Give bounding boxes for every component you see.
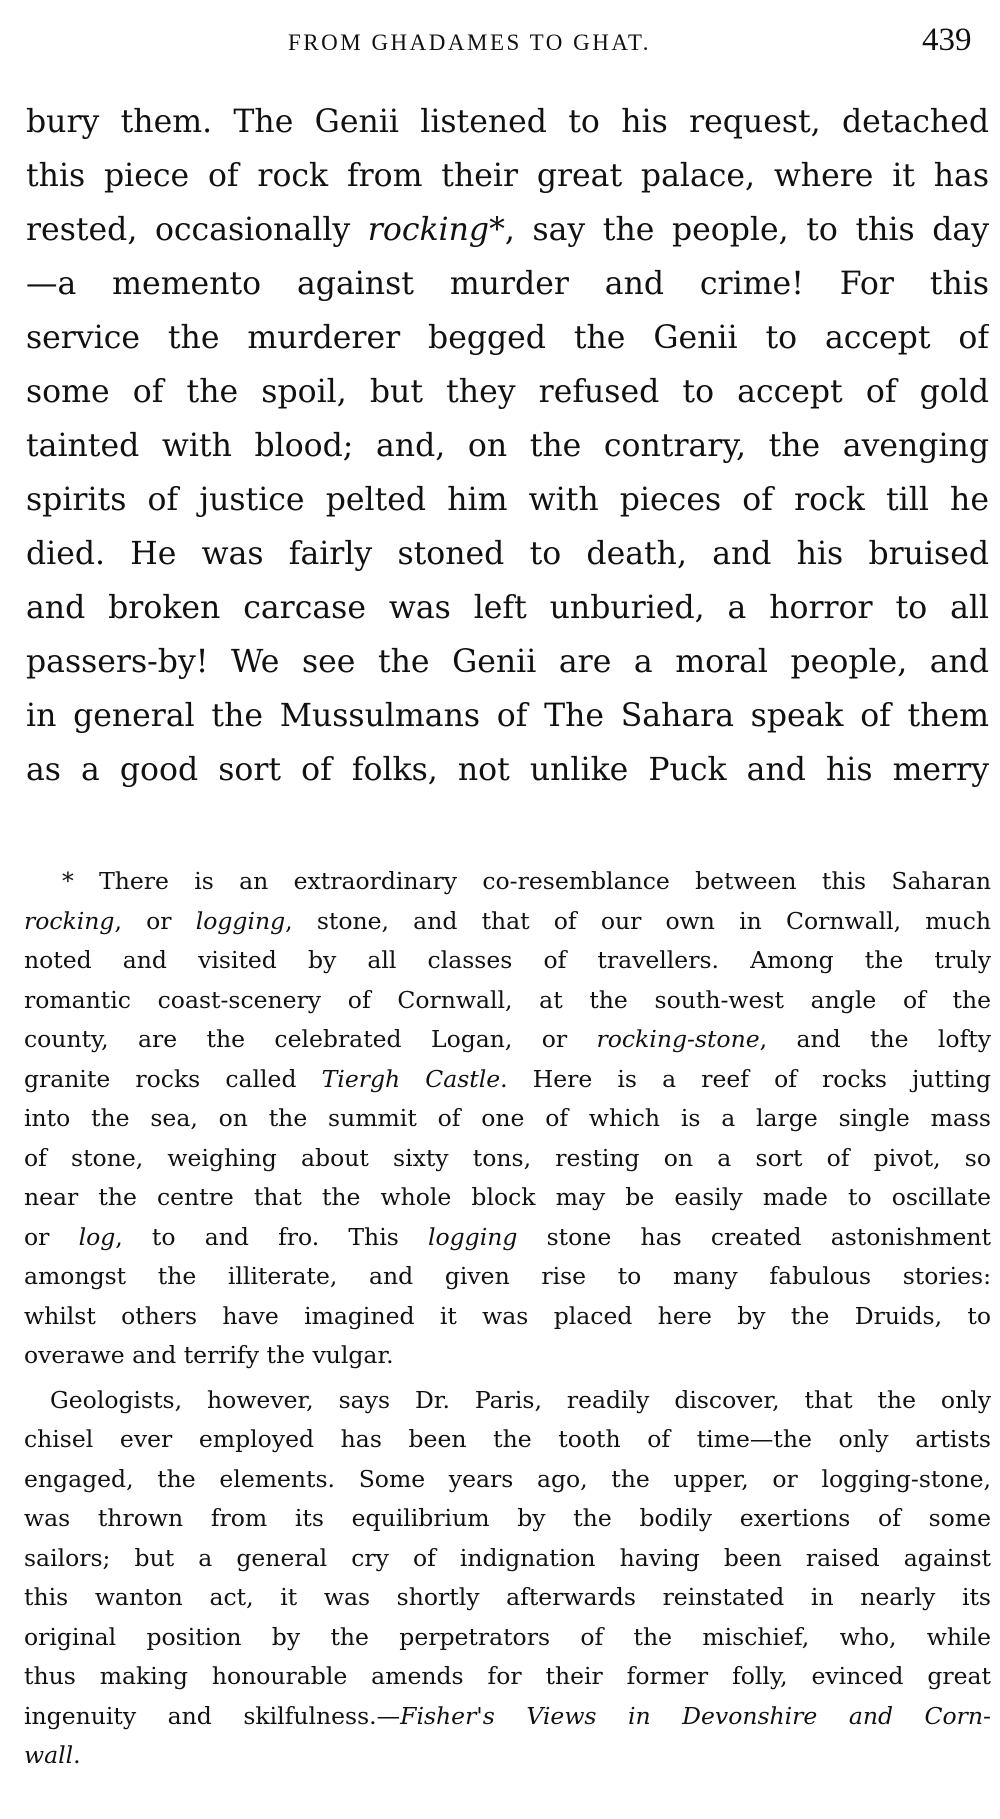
text-segment: sailors; but a general cry of indignation having been raised against xyxy=(24,1543,991,1572)
italic-text: logging xyxy=(427,1222,518,1251)
footnote-line xyxy=(24,1736,991,1776)
text-segment: county, are the celebrated Logan, or xyxy=(24,1025,597,1053)
footnote-line xyxy=(24,1020,991,1060)
text-segment: chisel ever employed has been the tooth of time—the only artists xyxy=(24,1425,991,1453)
footnote-line xyxy=(24,1460,991,1500)
footnote-line xyxy=(24,1539,991,1579)
body-line xyxy=(26,473,989,527)
text-segment: tainted with blood; and, on the contrary, the avenging xyxy=(26,428,989,464)
text-segment: into the sea, on the summit of one of which is a large single mass xyxy=(24,1104,991,1132)
text-segment: , to and fro. This xyxy=(115,1222,428,1251)
footnote-line xyxy=(24,1697,991,1737)
body-line xyxy=(26,365,989,419)
italic-text: rocking-stone xyxy=(596,1025,760,1053)
text-segment: some of the spoil, but they refused to accept of gold xyxy=(26,374,989,410)
body-text xyxy=(26,95,989,797)
text-segment: in general the Mussulmans of The Sahara speak of them xyxy=(26,698,989,734)
footnote-line xyxy=(24,1657,991,1697)
text-segment: thus making honourable amends for their former folly, evinced great xyxy=(24,1662,991,1690)
body-line xyxy=(26,689,989,743)
text-segment: —a memento against murder and crime! For this xyxy=(26,266,989,302)
footnote-line xyxy=(24,1178,991,1218)
body-line xyxy=(26,311,989,365)
text-segment: as a good sort of folks, not unlike Puck and his merry xyxy=(26,752,989,788)
text-segment: engaged, the elements. Some years ago, the upper, or logging-stone, xyxy=(24,1464,991,1493)
italic-text: log xyxy=(78,1222,116,1251)
text-segment: service the murderer begged the Genii to accept of xyxy=(26,320,989,356)
footnote-paragraph-1 xyxy=(24,862,991,1376)
footnote-line xyxy=(24,1336,991,1376)
italic-text: Fisher's Views in Devonshire and Corn- xyxy=(400,1701,991,1730)
body-line xyxy=(26,203,989,257)
text-segment: * There is an extraordinary co-resemblance between this Saharan xyxy=(62,867,991,895)
body-line xyxy=(26,149,989,203)
text-segment: this piece of rock from their great palace, where it has xyxy=(26,158,989,194)
text-segment: and broken carcase was left unburied, a horror to all xyxy=(26,590,989,626)
footnote-line xyxy=(24,1618,991,1658)
footnote-line xyxy=(24,1578,991,1618)
text-segment: whilst others have imagined it was placed here by the Druids, to xyxy=(24,1301,991,1330)
text-segment: . Here is a reef of rocks jutting xyxy=(500,1064,991,1093)
text-segment: of stone, weighing about sixty tons, resting on a sort of pivot, so xyxy=(24,1143,991,1172)
text-segment: original position by the perpetrators of the mischief, who, while xyxy=(24,1622,991,1651)
body-line xyxy=(26,743,989,797)
page-number: 439 xyxy=(922,22,972,58)
body-line xyxy=(26,257,989,311)
footnote-line xyxy=(24,862,991,902)
footnote xyxy=(24,862,991,1776)
text-segment: died. He was fairly stoned to death, and his bruised xyxy=(26,536,989,572)
text-segment: near the centre that the whole block may be easily made to oscillate xyxy=(24,1183,991,1211)
footnote-line xyxy=(24,981,991,1021)
text-segment: passers-by! We see the Genii are a moral people, and xyxy=(26,644,989,680)
text-segment: noted and visited by all classes of travellers. Among the truly xyxy=(24,946,991,974)
text-segment: bury them. The Genii listened to his request, detached xyxy=(26,104,989,140)
running-title: FROM GHADAMES TO GHAT. xyxy=(288,30,651,55)
italic-text: rocking xyxy=(367,212,490,248)
text-segment: stone has created astonishment xyxy=(517,1222,991,1251)
body-line xyxy=(26,95,989,149)
italic-text: logging xyxy=(195,906,286,935)
text-segment: rested, occasionally xyxy=(26,212,368,248)
text-segment: . xyxy=(73,1741,81,1769)
italic-text: wall xyxy=(24,1741,74,1769)
footnote-line xyxy=(24,1257,991,1297)
footnote-line xyxy=(24,1139,991,1179)
footnote-line xyxy=(24,941,991,981)
text-segment: was thrown from its equilibrium by the bodily exertions of some xyxy=(24,1504,991,1532)
body-line xyxy=(26,581,989,635)
text-segment: granite rocks called xyxy=(24,1064,322,1093)
footnote-line xyxy=(24,1218,991,1258)
footnote-line xyxy=(24,1420,991,1460)
body-line xyxy=(26,419,989,473)
footnote-line xyxy=(24,902,991,942)
text-segment: spirits of justice pelted him with pieces of rock till he xyxy=(26,482,989,518)
italic-text: Tiergh Castle xyxy=(321,1064,501,1093)
body-line xyxy=(26,527,989,581)
text-segment: Geologists, however, says Dr. Paris, readily discover, that the only xyxy=(50,1385,991,1414)
text-segment: , or xyxy=(114,906,196,935)
footnote-line xyxy=(24,1381,991,1421)
text-segment: this wanton act, it was shortly afterwards reinstated in nearly its xyxy=(24,1583,991,1611)
footnote-line xyxy=(24,1099,991,1139)
text-segment: , and the lofty xyxy=(759,1025,991,1053)
footnote-line xyxy=(24,1297,991,1337)
text-segment: or xyxy=(24,1222,79,1251)
text-segment: , stone, and that of our own in Cornwall, much xyxy=(285,906,991,935)
text-segment: ingenuity and skilfulness.— xyxy=(24,1701,401,1730)
page-header xyxy=(0,22,1000,62)
text-segment: amongst the illiterate, and given rise to many fabulous stories: xyxy=(24,1262,991,1290)
text-segment: overawe and terrify the vulgar. xyxy=(24,1341,394,1369)
footnote-line xyxy=(24,1499,991,1539)
footnote-line xyxy=(24,1060,991,1100)
text-segment: *, say the people, to this day xyxy=(489,212,989,248)
text-segment: romantic coast-scenery of Cornwall, at the south-west angle of the xyxy=(24,985,991,1014)
footnote-paragraph-2 xyxy=(24,1381,991,1776)
italic-text: rocking xyxy=(24,906,115,935)
body-line xyxy=(26,635,989,689)
